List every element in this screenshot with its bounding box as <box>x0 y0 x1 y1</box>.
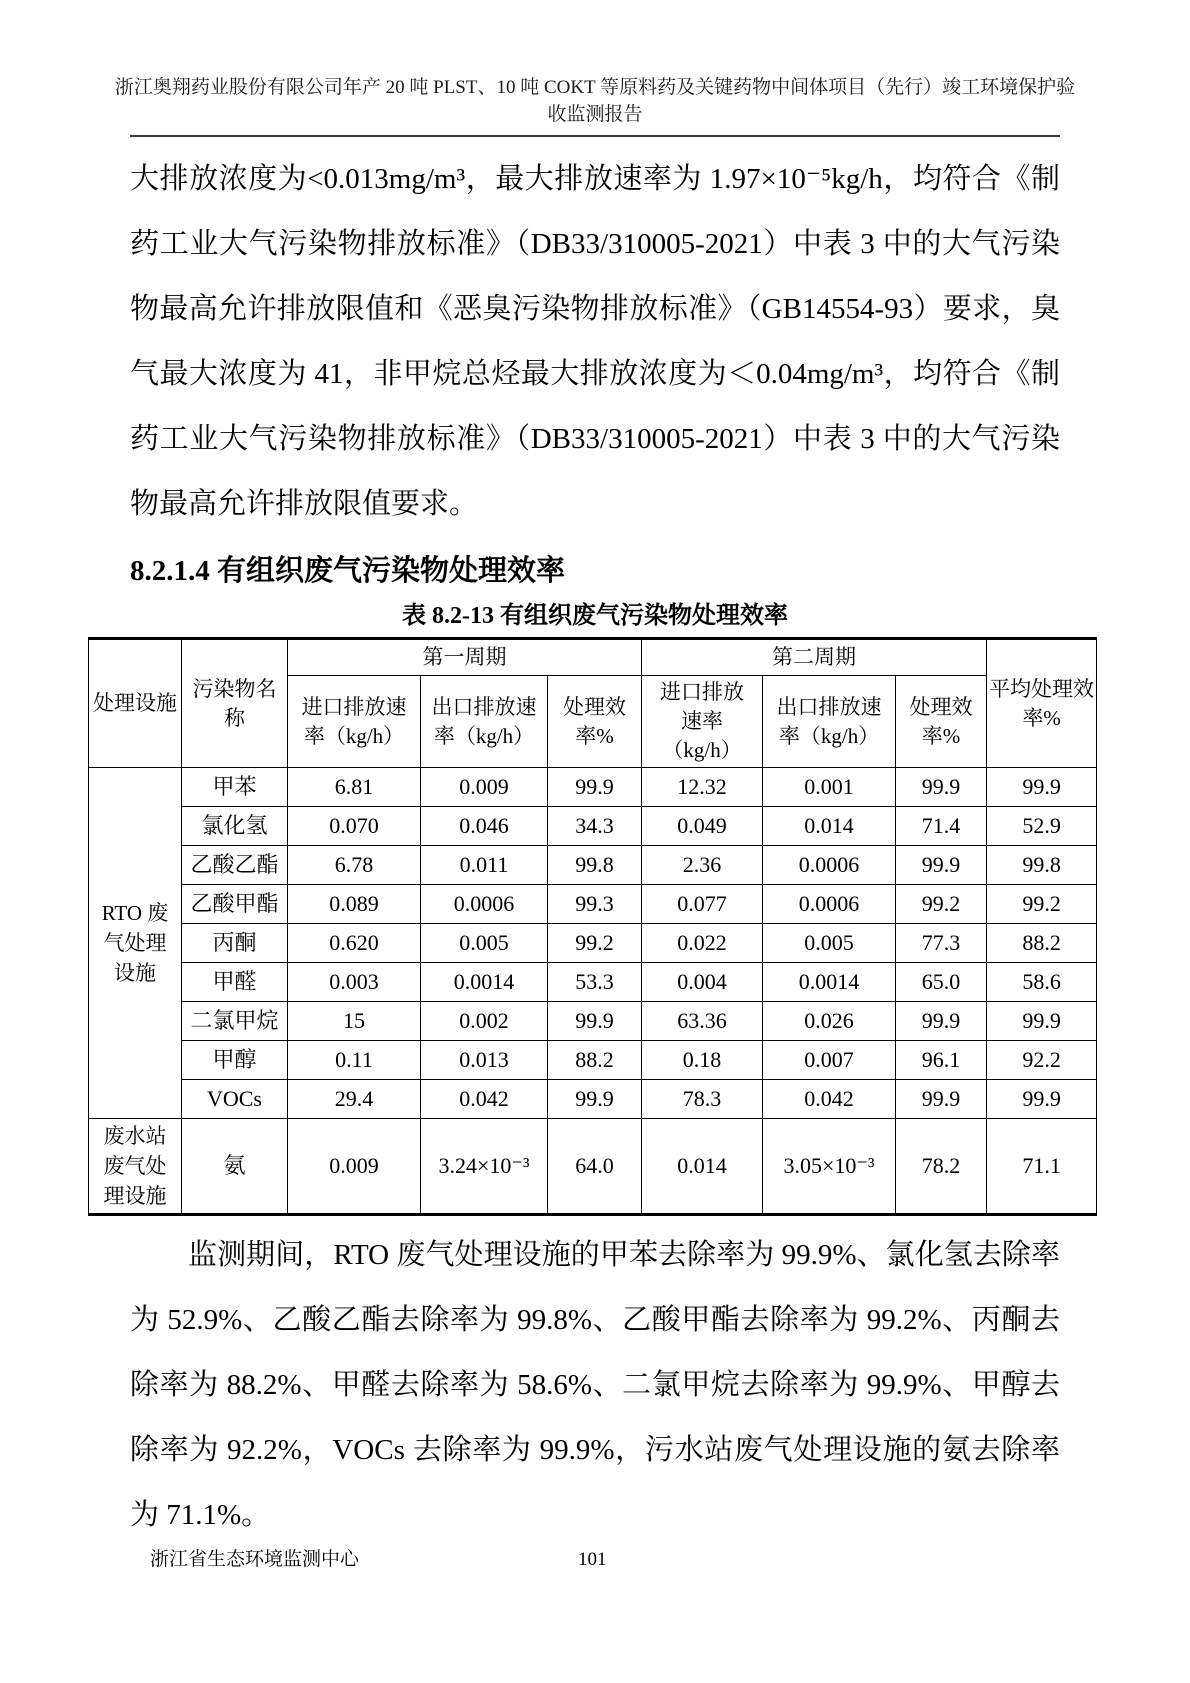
value-cell: 99.9 <box>896 846 987 885</box>
pollutant-name-cell: 甲苯 <box>182 768 288 807</box>
value-cell: 99.9 <box>987 1002 1097 1041</box>
value-cell: 29.4 <box>288 1080 421 1119</box>
value-cell: 0.002 <box>421 1002 548 1041</box>
value-cell: 0.022 <box>642 924 763 963</box>
section-heading: 8.2.1.4 有组织废气污染物处理效率 <box>130 555 566 587</box>
page-header-title-line2: 收监测报告 <box>547 104 643 125</box>
value-cell: 0.077 <box>642 885 763 924</box>
col-header-period1: 第一周期 <box>288 639 642 676</box>
value-cell: 92.2 <box>987 1041 1097 1080</box>
value-cell: 0.001 <box>763 768 896 807</box>
page-header <box>0 0 1190 137</box>
value-cell: 0.049 <box>642 807 763 846</box>
value-cell: 78.3 <box>642 1080 763 1119</box>
value-cell: 15 <box>288 1002 421 1041</box>
value-cell: 88.2 <box>548 1041 642 1080</box>
table-row <box>89 963 1097 1002</box>
value-cell: 65.0 <box>896 963 987 1002</box>
paragraph-emission-limits: 大排放浓度为<0.013mg/m³，最大排放速率为 1.97×10⁻⁵kg/h，均符合《制药工业大气污染物排放标准》（DB33/310005-2021）中表 3 中的大气污染物最高允许排放限值和《恶臭污染物排放标准》（GB14554-93）要求，臭气最大浓度为 41，非甲烷总烃最大排放浓度为＜0.04mg/m³，均符合《制药工业大气污染物排放标准》（DB33/310005-2021）中表 3 中的大气污染物最高允许排放限值要求。 <box>130 163 1060 520</box>
value-cell: 99.9 <box>896 768 987 807</box>
value-cell: 99.2 <box>987 885 1097 924</box>
col-subheader-inlet-rate-p2: 进口排放速率（kg/h） <box>642 676 763 768</box>
value-cell: 99.2 <box>896 885 987 924</box>
value-cell: 0.0006 <box>763 846 896 885</box>
value-cell: 0.004 <box>642 963 763 1002</box>
value-cell: 99.9 <box>548 1002 642 1041</box>
table-row <box>89 1080 1097 1119</box>
table-body <box>89 768 1097 1215</box>
table-row <box>89 885 1097 924</box>
table-row <box>89 924 1097 963</box>
value-cell: 99.9 <box>896 1002 987 1041</box>
treatment-efficiency-table <box>88 637 1097 1216</box>
value-cell: 0.089 <box>288 885 421 924</box>
page-header-title-line1: 浙江奥翔药业股份有限公司年产 20 吨 PLST、10 吨 COKT 等原料药及关键药物中间体项目（先行）竣工环境保护验 <box>114 77 1076 98</box>
value-cell: 0.007 <box>763 1041 896 1080</box>
footer-organization: 浙江省生态环境监测中心 <box>150 1549 360 1570</box>
value-cell: 71.1 <box>987 1119 1097 1215</box>
value-cell: 3.05×10⁻³ <box>763 1119 896 1215</box>
value-cell: 71.4 <box>896 807 987 846</box>
value-cell: 77.3 <box>896 924 987 963</box>
pollutant-name-cell: 丙酮 <box>182 924 288 963</box>
table-row <box>89 846 1097 885</box>
pollutant-name-cell: 甲醇 <box>182 1041 288 1080</box>
value-cell: 6.81 <box>288 768 421 807</box>
value-cell: 99.8 <box>548 846 642 885</box>
value-cell: 53.3 <box>548 963 642 1002</box>
paragraph-removal-rates: 监测期间，RTO 废气处理设施的甲苯去除率为 99.9%、氯化氢去除率为 52.9%、乙酸乙酯去除率为 99.8%、乙酸甲酯去除率为 99.2%、丙酮去除率为 88.2%、甲醛去除率为 58.6%、二氯甲烷去除率为 99.9%、甲醇去除率为 92.2%，VOCs 去除率为 99.9%，污水站废气处理设施的氨去除率为 71.1%。 <box>130 1239 1060 1531</box>
col-header-facility: 处理设施 <box>89 639 182 768</box>
value-cell: 0.0006 <box>421 885 548 924</box>
facility-cell: RTO 废气处理设施 <box>89 768 182 1119</box>
value-cell: 0.014 <box>642 1119 763 1215</box>
value-cell: 0.005 <box>421 924 548 963</box>
col-subheader-outlet-rate-p1: 出口排放速率（kg/h） <box>421 676 548 768</box>
value-cell: 99.2 <box>548 924 642 963</box>
col-subheader-inlet-rate-p1: 进口排放速率（kg/h） <box>288 676 421 768</box>
col-header-period2: 第二周期 <box>642 639 987 676</box>
value-cell: 0.009 <box>288 1119 421 1215</box>
value-cell: 64.0 <box>548 1119 642 1215</box>
value-cell: 0.042 <box>421 1080 548 1119</box>
col-header-pollutant: 污染物名称 <box>182 639 288 768</box>
pollutant-name-cell: 甲醛 <box>182 963 288 1002</box>
table-row <box>89 1002 1097 1041</box>
value-cell: 34.3 <box>548 807 642 846</box>
value-cell: 6.78 <box>288 846 421 885</box>
value-cell: 0.046 <box>421 807 548 846</box>
value-cell: 0.009 <box>421 768 548 807</box>
value-cell: 3.24×10⁻³ <box>421 1119 548 1215</box>
value-cell: 0.005 <box>763 924 896 963</box>
value-cell: 0.620 <box>288 924 421 963</box>
col-subheader-efficiency-p2: 处理效率% <box>896 676 987 768</box>
header-rule <box>130 135 1060 137</box>
value-cell: 0.0014 <box>763 963 896 1002</box>
value-cell: 0.18 <box>642 1041 763 1080</box>
table-row <box>89 768 1097 807</box>
value-cell: 99.9 <box>987 1080 1097 1119</box>
value-cell: 99.8 <box>987 846 1097 885</box>
table-caption: 表 8.2-13 有组织废气污染物处理效率 <box>402 603 788 629</box>
value-cell: 63.36 <box>642 1002 763 1041</box>
value-cell: 99.3 <box>548 885 642 924</box>
table-row <box>89 807 1097 846</box>
value-cell: 99.9 <box>896 1080 987 1119</box>
table-row <box>89 1119 1097 1215</box>
value-cell: 0.0006 <box>763 885 896 924</box>
table-header-row-periods <box>89 639 1097 676</box>
value-cell: 52.9 <box>987 807 1097 846</box>
col-header-average-efficiency: 平均处理效率% <box>987 639 1097 768</box>
col-subheader-outlet-rate-p2: 出口排放速率（kg/h） <box>763 676 896 768</box>
value-cell: 0.11 <box>288 1041 421 1080</box>
pollutant-name-cell: 乙酸乙酯 <box>182 846 288 885</box>
value-cell: 0.014 <box>763 807 896 846</box>
value-cell: 0.011 <box>421 846 548 885</box>
value-cell: 88.2 <box>987 924 1097 963</box>
value-cell: 0.003 <box>288 963 421 1002</box>
value-cell: 0.026 <box>763 1002 896 1041</box>
value-cell: 0.0014 <box>421 963 548 1002</box>
value-cell: 2.36 <box>642 846 763 885</box>
table-row <box>89 1041 1097 1080</box>
value-cell: 58.6 <box>987 963 1097 1002</box>
value-cell: 99.9 <box>987 768 1097 807</box>
pollutant-name-cell: 二氯甲烷 <box>182 1002 288 1041</box>
pollutant-name-cell: 氨 <box>182 1119 288 1215</box>
value-cell: 78.2 <box>896 1119 987 1215</box>
value-cell: 99.9 <box>548 1080 642 1119</box>
pollutant-name-cell: 乙酸甲酯 <box>182 885 288 924</box>
value-cell: 0.013 <box>421 1041 548 1080</box>
facility-cell: 废水站废气处理设施 <box>89 1119 182 1215</box>
pollutant-name-cell: 氯化氢 <box>182 807 288 846</box>
value-cell: 0.070 <box>288 807 421 846</box>
col-subheader-efficiency-p1: 处理效率% <box>548 676 642 768</box>
value-cell: 99.9 <box>548 768 642 807</box>
page-number: 101 <box>578 1549 607 1570</box>
pollutant-name-cell: VOCs <box>182 1080 288 1119</box>
value-cell: 96.1 <box>896 1041 987 1080</box>
value-cell: 0.042 <box>763 1080 896 1119</box>
value-cell: 12.32 <box>642 768 763 807</box>
